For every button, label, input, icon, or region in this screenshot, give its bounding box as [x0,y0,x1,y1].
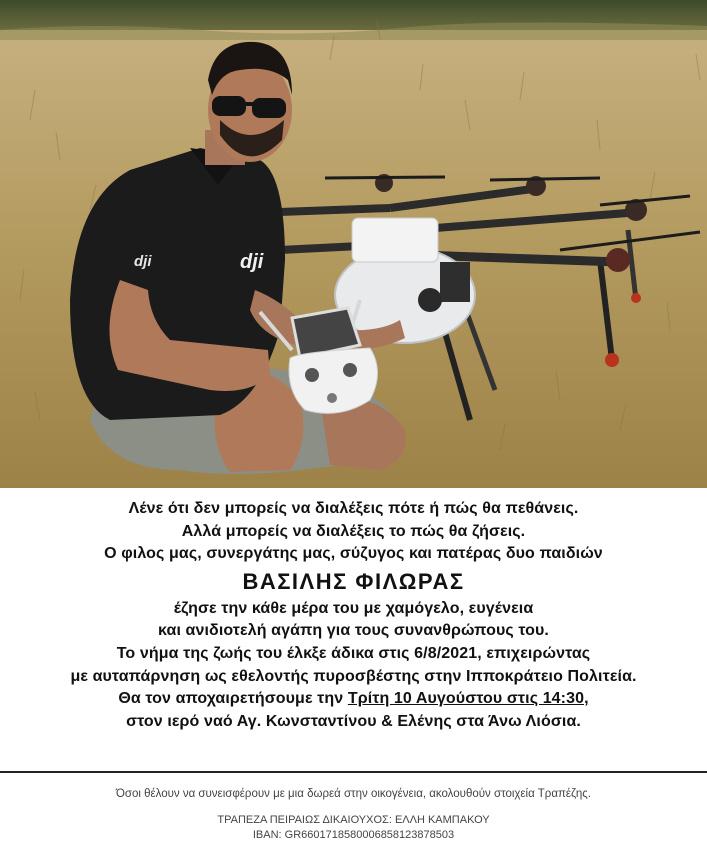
tribute-line-2: και ανιδιοτελή αγάπη για τους συνανθρώπους του. [158,622,549,640]
memorial-text [0,488,707,733]
deceased-name: ΒΑΣΙΛΗΣ ΦΙΛΩΡΑΣ [242,568,465,594]
bank-iban: IBAN: GR6601718580006858123878503 [252,829,455,841]
quote-line-2: Αλλά μπορείς να διαλέξεις το πώς θα ζήσεις. [181,522,526,540]
event-line-2: με αυταπάρνηση ως εθελοντής πυροσβέστης στην Ιπποκράτειο Πολιτεία. [70,667,637,685]
bank-beneficiary: ΤΡΑΠΕΖΑ ΠΕΙΡΑΙΩΣ ΔΙΚΑΙΟΥΧΟΣ: ΕΛΛΗ ΚΑΜΠΑΚΟΥ [217,814,490,826]
quote-line-1: Λένε ότι δεν μπορείς να διαλέξεις πότε ή πώς θα πεθάνεις. [128,500,579,517]
donation-note: Όσοι θέλουν να συνεισφέρουν με μια δωρεά στην οικογένεια, ακολουθούν στοιχεία Τραπέζης. [115,788,592,800]
funeral-location-line: στον ιερό ναό Αγ. Κωνσταντίνου & Ελένης στα Άνω Λιόσια. [126,712,581,730]
bank-details [0,813,707,843]
tribute-line-1: έζησε την κάθε μέρα του με χαμόγελο, ευγένεια [173,599,534,617]
funeral-date-prefix: Θα τον αποχαιρετήσουμε την [118,690,348,708]
section-divider [0,771,707,773]
shirt-logo: dji [134,253,152,270]
funeral-date-time: Τρίτη 10 Αυγούστου στις 14:30, [347,690,589,708]
intro-line: Ο φιλος μας, συνεργάτης μας, σύζυγος και πατέρας δυο παιδιών [104,545,603,563]
funeral-date-line [0,688,707,711]
event-line-1: Το νήμα της ζωής του έλκξε άδικα στις 6/8/2021, επιχειρώντας [116,644,591,662]
sleeve-logo: dji [240,251,264,273]
